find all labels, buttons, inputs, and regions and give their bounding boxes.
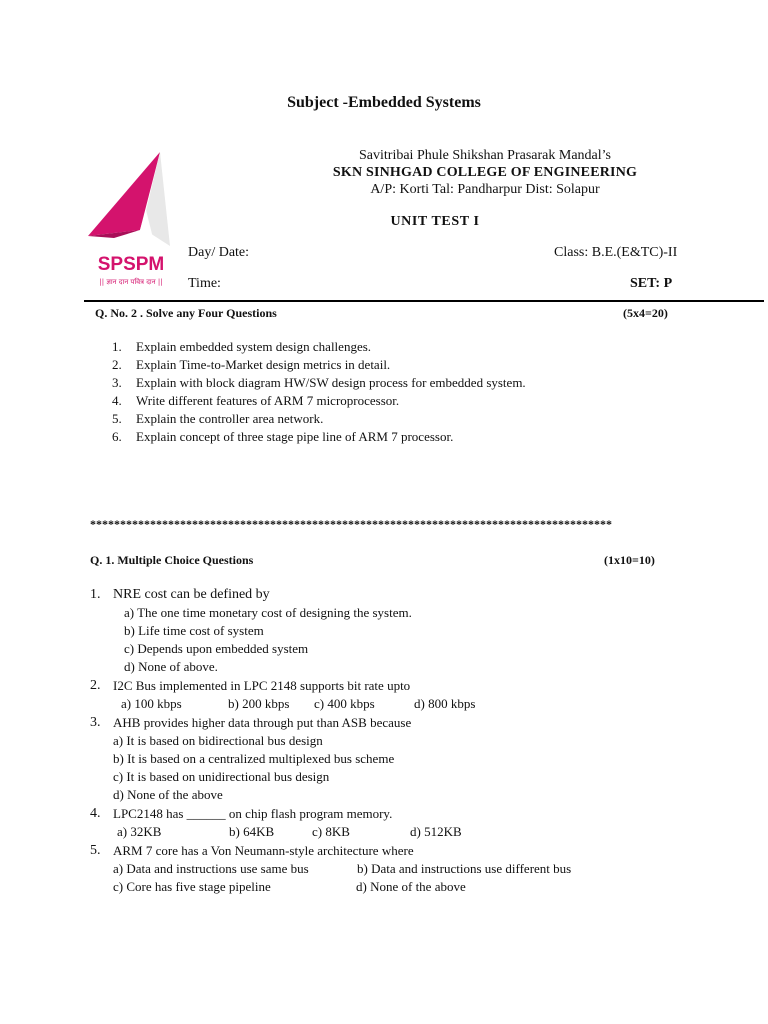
mcq-number: 5. [90,843,101,858]
time-label: Time: [188,276,221,291]
list-item [112,356,526,374]
mcq-question: I2C Bus implemented in LPC 2148 supports bit rate upto [113,678,411,693]
question-text: Write different features of ARM 7 microprocessor. [136,393,400,408]
list-item [112,410,526,428]
set-label: SET: P [630,276,673,291]
mcq-question: LPC2148 has ______ on chip flash program memory. [113,806,393,821]
mcq-question: NRE cost can be defined by [113,587,270,602]
mcq-option: a) Data and instructions use same bus [113,861,309,876]
mcq-option: d) 512KB [410,824,462,839]
mcq-item [0,842,768,896]
mcq-option: d) None of the above [113,787,223,802]
mcq-option: b) Life time cost of system [124,623,264,638]
list-item [112,428,526,446]
mcq-option: a) 100 kbps [121,696,182,711]
header-divider [84,300,764,302]
mcq-option: c) Core has five stage pipeline [113,879,271,894]
mcq-question: ARM 7 core has a Von Neumann-style architecture where [113,843,414,858]
unit-test-title: UNIT TEST I [390,214,480,229]
mcq-option: d) None of the above [356,879,466,894]
mcq-question: AHB provides higher data through put than ASB because [113,715,412,730]
mcq-item [0,677,768,713]
question-number: 1. [112,339,122,354]
question-text: Explain concept of three stage pipe line of ARM 7 processor. [136,429,454,444]
mcq-option: c) 8KB [312,824,350,839]
logo-tagline: || ज्ञान दान पवित्र दान || [99,278,163,286]
mcq-option: b) 200 kbps [228,696,290,711]
mcq-option: a) The one time monetary cost of designing the system. [124,605,412,620]
mcq-option: c) It is based on unidirectional bus design [113,769,330,784]
q2-marks: (5x4=20) [623,306,668,320]
question-number: 4. [112,393,122,408]
mcq-number: 4. [90,806,101,821]
college-logo [84,150,178,290]
mcq-item [0,586,768,676]
subject-title: Subject -Embedded Systems [287,94,481,111]
mcq-item [0,805,768,841]
mcq-item [0,714,768,804]
question-text: Explain Time-to-Market design metrics in detail. [136,357,391,372]
question-number: 6. [112,429,122,444]
logo-text: SPSPM [97,254,165,275]
question-text: Explain embedded system design challenges. [136,339,372,354]
class-label: Class: B.E.(E&TC)-II [554,245,678,260]
list-item [112,374,526,392]
mcq-option: c) Depends upon embedded system [124,641,309,656]
mcq-number: 1. [90,587,101,602]
mcq-option: a) It is based on bidirectional bus design [113,733,323,748]
mandal-name: Savitribai Phule Shikshan Prasarak Mandal’s [359,148,611,163]
list-item [112,392,526,410]
mcq-option: b) It is based on a centralized multiplexed bus scheme [113,751,395,766]
day-date-label: Day/ Date: [188,245,250,260]
question-text: Explain with block diagram HW/SW design process for embedded system. [136,375,526,390]
q2-question-list [112,338,526,446]
question-number: 5. [112,411,122,426]
mcq-number: 3. [90,715,101,730]
sail-icon [88,152,170,250]
mcq-option: a) 32KB [117,824,162,839]
q2-heading: Q. No. 2 . Solve any Four Questions [95,306,277,320]
mcq-option: b) 64KB [229,824,275,839]
college-address: A/P: Korti Tal: Pandharpur Dist: Solapur [370,182,600,197]
separator-line: *************************************************************************************** [90,517,612,531]
mcq-option: c) 400 kbps [314,696,375,711]
question-number: 3. [112,375,122,390]
mcq-option: b) Data and instructions use different bus [357,861,572,876]
q1-heading: Q. 1. Multiple Choice Questions [90,553,254,567]
college-name: SKN SINHGAD COLLEGE OF ENGINEERING [332,165,638,180]
question-text: Explain the controller area network. [136,411,324,426]
q1-marks: (1x10=10) [604,553,655,567]
question-number: 2. [112,357,122,372]
mcq-number: 2. [90,678,101,693]
mcq-option: d) 800 kbps [414,696,476,711]
mcq-option: d) None of above. [124,659,218,674]
list-item [112,338,526,356]
